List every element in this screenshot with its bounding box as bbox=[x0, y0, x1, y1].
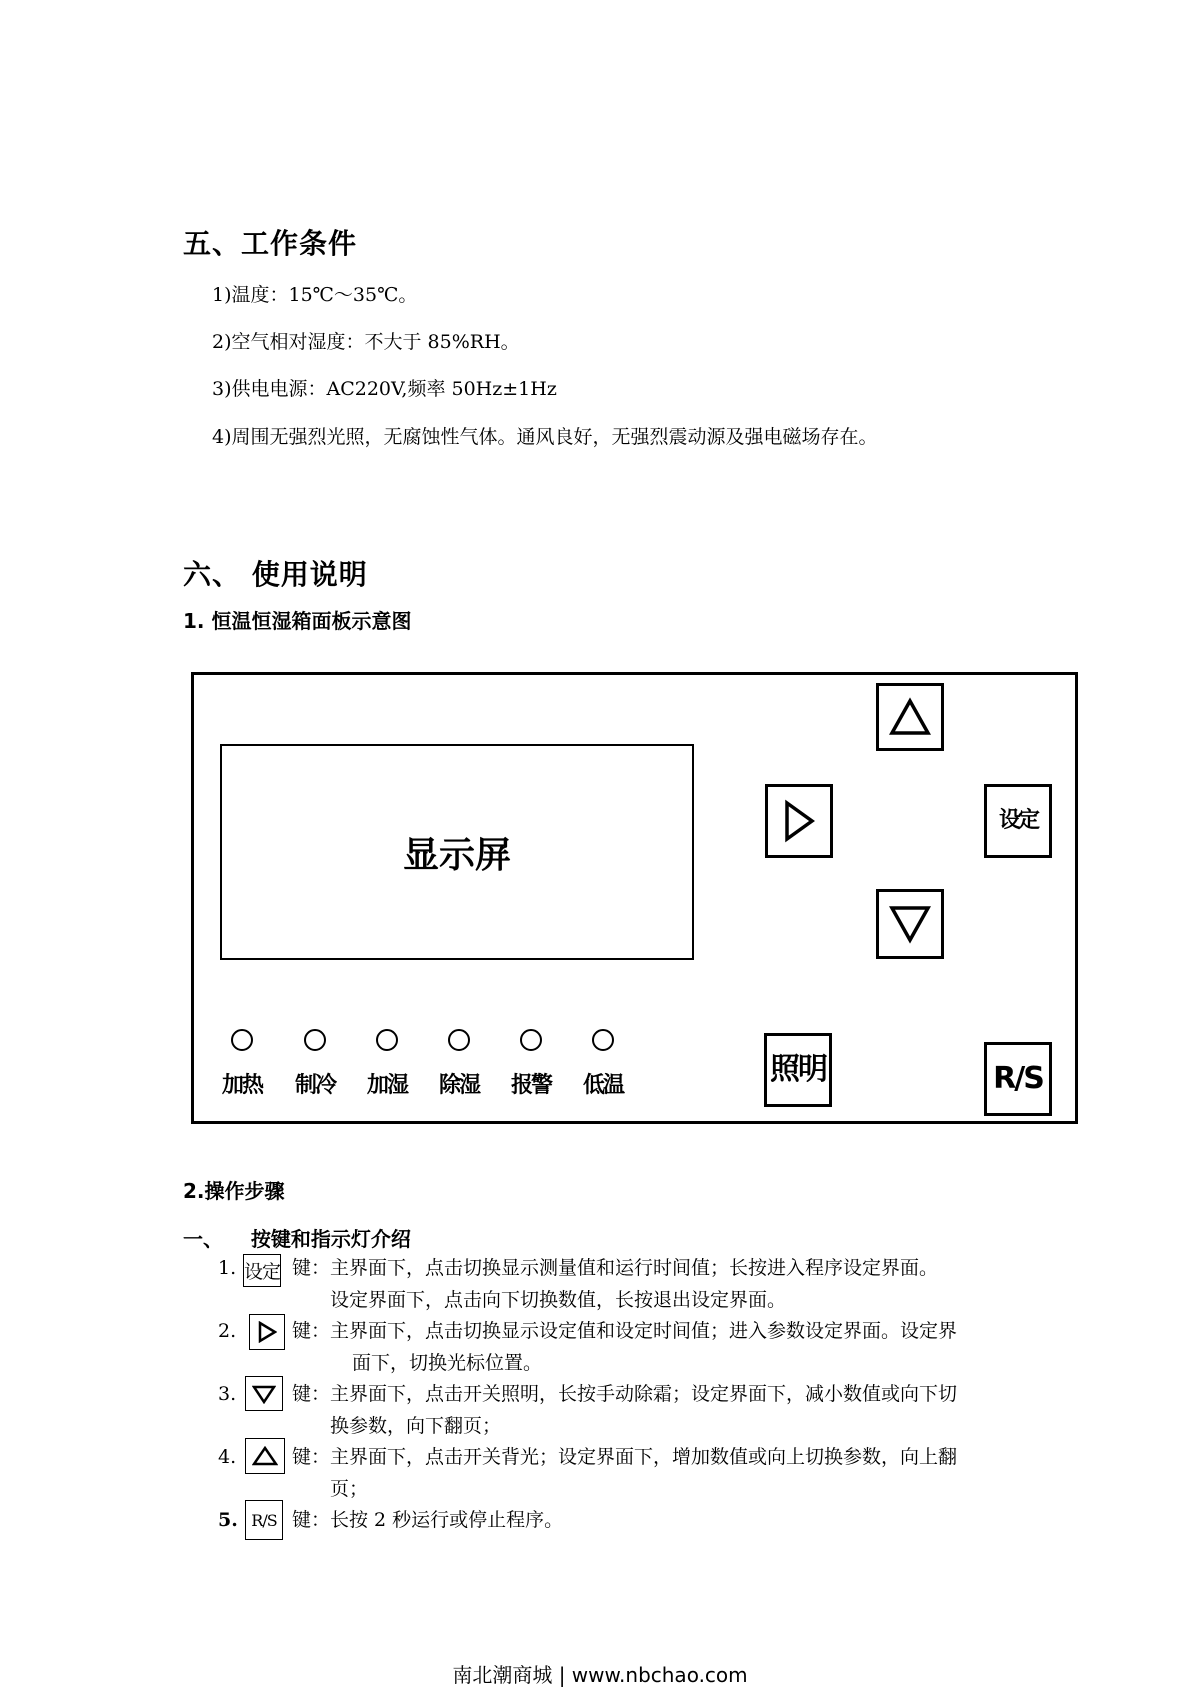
steps-title: 2.操作步骤 bbox=[183, 1179, 285, 1203]
right-triangle-icon bbox=[257, 1321, 277, 1343]
right-key[interactable] bbox=[765, 784, 833, 858]
down-triangle-icon bbox=[252, 1384, 276, 1404]
footer-watermark: 南北潮商城 | www.nbchao.com bbox=[452, 1663, 748, 1687]
inline-right-key bbox=[249, 1314, 285, 1350]
step-text: 键：长按 2 秒运行或停止程序。 bbox=[292, 1509, 564, 1531]
rs-key-label: R/S bbox=[993, 1061, 1043, 1096]
step-text-continued: 面下，切换光标位置。 bbox=[352, 1352, 543, 1374]
light-key-label: 照明 bbox=[770, 1052, 826, 1087]
up-triangle-icon bbox=[888, 697, 932, 737]
section-title-usage: 六、 使用说明 bbox=[183, 558, 368, 591]
step-text: 键：主界面下，点击切换显示设定值和设定时间值；进入参数设定界面。设定界 bbox=[292, 1320, 958, 1342]
condition-item: 2)空气相对湿度：不大于 85%RH。 bbox=[212, 331, 520, 353]
step-number: 4. bbox=[218, 1446, 237, 1468]
setting-key[interactable] bbox=[984, 784, 1052, 858]
step-number: 2. bbox=[218, 1320, 237, 1342]
down-triangle-icon bbox=[888, 904, 932, 944]
inline-up-key bbox=[245, 1438, 285, 1474]
inline-down-key bbox=[245, 1376, 283, 1411]
led-label-heating: 加热 bbox=[221, 1073, 262, 1098]
step-text: 键：主界面下，点击切换显示测量值和运行时间值；长按进入程序设定界面。 bbox=[292, 1257, 939, 1279]
steps-subtitle: 一、 按键和指示灯介绍 bbox=[183, 1227, 411, 1251]
display-screen-label: 显示屏 bbox=[402, 834, 511, 876]
led-label-humidify: 加湿 bbox=[366, 1073, 407, 1098]
subsection-panel-diagram: 1. 恒温恒湿箱面板示意图 bbox=[183, 609, 412, 633]
led-label-cooling: 制冷 bbox=[294, 1073, 335, 1098]
right-triangle-icon bbox=[782, 799, 816, 843]
step-number: 1. bbox=[218, 1257, 237, 1279]
step-text-continued: 设定界面下，点击向下切换数值，长按退出设定界面。 bbox=[330, 1289, 787, 1311]
led-humidify bbox=[376, 1029, 398, 1051]
inline-setting-key-label: 设定 bbox=[244, 1261, 281, 1283]
up-triangle-icon bbox=[252, 1446, 278, 1466]
inline-setting-key bbox=[243, 1254, 281, 1287]
step-number: 3. bbox=[218, 1383, 237, 1405]
condition-item: 4)周围无强烈光照，无腐蚀性气体。通风良好，无强烈震动源及强电磁场存在。 bbox=[212, 426, 878, 448]
up-key[interactable] bbox=[876, 683, 944, 751]
led-dehumidify bbox=[448, 1029, 470, 1051]
inline-rs-key-label: R/S bbox=[251, 1510, 277, 1530]
led-alarm bbox=[520, 1029, 542, 1051]
condition-item: 3)供电电源：AC220V,频率 50Hz±1Hz bbox=[212, 378, 557, 400]
led-heating bbox=[231, 1029, 253, 1051]
rs-key[interactable] bbox=[984, 1042, 1052, 1116]
setting-key-label: 设定 bbox=[998, 808, 1037, 833]
inline-rs-key bbox=[245, 1500, 283, 1540]
display-screen bbox=[220, 744, 694, 960]
down-key[interactable] bbox=[876, 889, 944, 959]
led-low-temp bbox=[592, 1029, 614, 1051]
led-label-low-temp: 低温 bbox=[582, 1073, 623, 1098]
condition-item: 1)温度：15℃～35℃。 bbox=[212, 284, 418, 306]
step-text-continued: 换参数，向下翻页； bbox=[330, 1415, 502, 1437]
led-label-dehumidify: 除湿 bbox=[438, 1073, 479, 1098]
led-label-alarm: 报警 bbox=[510, 1073, 551, 1098]
section-title-working-conditions: 五、工作条件 bbox=[183, 227, 358, 260]
light-key[interactable] bbox=[764, 1033, 832, 1107]
step-text: 键：主界面下，点击开关照明，长按手动除霜；设定界面下，减小数值或向下切 bbox=[292, 1383, 958, 1405]
step-text-continued: 页； bbox=[330, 1478, 369, 1500]
step-number: 5. bbox=[218, 1509, 238, 1531]
step-text: 键：主界面下，点击开关背光；设定界面下，增加数值或向上切换参数，向上翻 bbox=[292, 1446, 958, 1468]
led-cooling bbox=[304, 1029, 326, 1051]
